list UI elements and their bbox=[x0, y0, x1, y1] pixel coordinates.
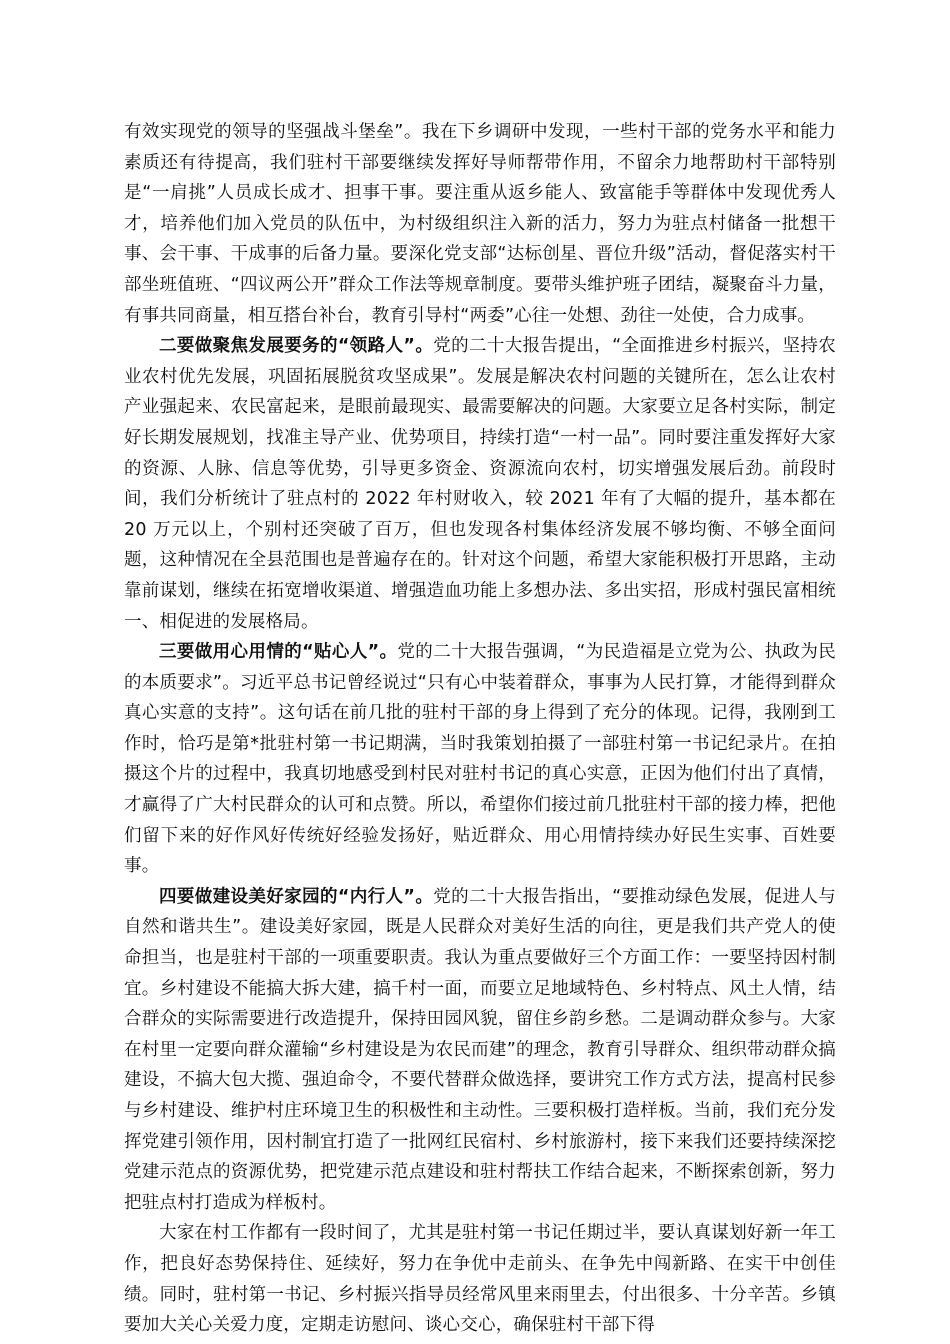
paragraph-text: 党的二十大报告指出，“要推动绿色发展，促进人与自然和谐共生”。建设美好家园，既是人民群众对美好生活的向往，更是我们共产党人的使命担当，也是驻村干部的一项重要职责。我认为重点要做好三个方面工作：一要坚持因村制宜。乡村建设不能搞大拆大建，搞千村一面，而要立足地域特色、乡村特点、风土人情，结合群众的实际需要进行改造提升，保持田园风貌，留住乡韵乡愁。二是调动群众参与。大家在村里一定要向群众灌输“乡村建设是为农民而建”的理念，教育引导群众、组织带动群众搞建设，不搞大包大揽、强迫命令，不要代替群众做选择，要讲究工作方式方法，提高村民参与乡村建设、维护村庄环境卫生的积极性和主动性。三要积极打造样板。当前，我们充分发挥党建引领作用，因村制宜打造了一批网红民宿村、乡村旅游村，接下来我们还要持续深挖党建示范点的资源优势，把党建示范点建设和驻村帮扶工作结合起来，不断探索创新，努力把驻点村打造成为样板村。 bbox=[124, 886, 836, 1213]
paragraph-heading: 二要做聚焦发展要务的“领路人”。 bbox=[159, 336, 434, 357]
paragraph-continuation bbox=[124, 117, 836, 331]
paragraph-text: 大家在村工作都有一段时间了，尤其是驻村第一书记任期过半，要认真谋划好新一年工作，把良好态势保持住、延续好，努力在争优中走前头、在争先中闯新路、在实干中创佳绩。同时，驻村第一书记、乡村振兴指导员经常风里来雨里去，付出很多、十分辛苦。乡镇要加大关心关爱力度，定期走访慰问、谈心交心，确保驻村干部下得 bbox=[124, 1223, 836, 1336]
paragraph-caring-people bbox=[124, 637, 836, 882]
paragraph-closing bbox=[124, 1218, 836, 1340]
paragraph-heading: 三要做用心用情的“贴心人”。 bbox=[159, 642, 398, 663]
paragraph-heading: 四要做建设美好家园的“内行人”。 bbox=[159, 886, 434, 907]
paragraph-text: 党的二十大报告强调，“为民造福是立党为公、执政为民的本质要求”。习近平总书记曾经说过“只有心中装着群众，事事为人民打算，才能得到群众真心实意的支持”。这句话在前几批的驻村干部的身上得到了充分的体现。记得，我刚到工作时，恰巧是第*批驻村第一书记期满，当时我策划拍摄了一部驻村第一书记纪录片。在拍摄这个片的过程中，我真切地感受到村民对驻村书记的真心实意，正因为他们付出了真情，才赢得了广大村民群众的认可和点赞。所以，希望你们接过前几批驻村干部的接力棒，把他们留下来的好作风好传统好经验发扬好，贴近群众、用心用情持续办好民生实事、百姓要事。 bbox=[124, 642, 836, 877]
document-page bbox=[124, 117, 836, 1341]
paragraph-beautiful-homeland bbox=[124, 882, 836, 1219]
paragraph-text: 有效实现党的领导的坚强战斗堡垒”。我在下乡调研中发现，一些村干部的党务水平和能力素质还有待提高，我们驻村干部要继续发挥好导师帮带作用，不留余力地帮助村干部特别是“一肩挑”人员成长成才、担事干事。要注重从返乡能人、致富能手等群体中发现优秀人才，培养他们加入党员的队伍中，为村级组织注入新的活力，努力为驻点村储备一批想干事、会干事、干成事的后备力量。要深化党支部“达标创星、晋位升级”活动，督促落实村干部坐班值班、“四议两公开”群众工作法等规章制度。要带头维护班子团结，凝聚奋斗力量，有事共同商量，相互搭台补台，教育引导村“两委”心往一处想、劲往一处使，合力成事。 bbox=[124, 122, 836, 326]
paragraph-leader-of-development bbox=[124, 331, 836, 637]
paragraph-text: 党的二十大报告提出，“全面推进乡村振兴，坚持农业农村优先发展，巩固拓展脱贫攻坚成果”。发展是解决农村问题的关键所在，怎么让农村产业强起来、农民富起来，是眼前最现实、最需要解决的问题。大家要立足各村实际，制定好长期发展规划，找准主导产业、优势项目，持续打造“一村一品”。同时要注重发挥好大家的资源、人脉、信息等优势，引导更多资金、资源流向农村，切实增强发展后劲。前段时间，我们分析统计了驻点村的 2022 年村财收入，较 2021 年有了大幅的提升，基本都在 20 万元以上，个别村还突破了百万，但也发现各村集体经济发展不够均衡、不够全面问题，这种情况在全县范围也是普遍存在的。针对这个问题，希望大家能积极打开思路，主动靠前谋划，继续在拓宽增收渠道、增强造血功能上多想办法、多出实招，形成村强民富相统一、相促进的发展格局。 bbox=[124, 336, 836, 632]
